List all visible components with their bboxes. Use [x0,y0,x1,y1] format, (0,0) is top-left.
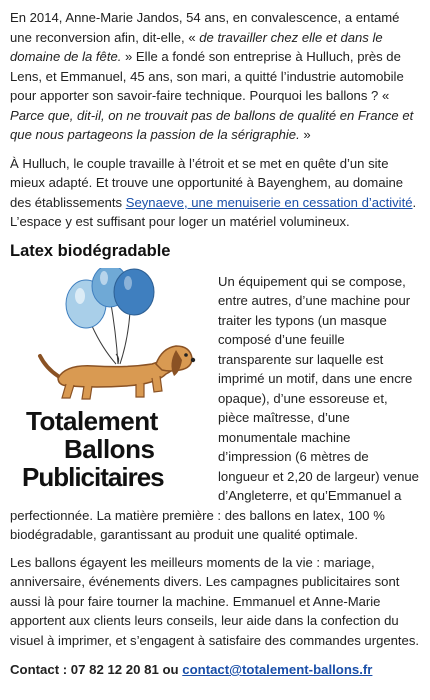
contact-label: Contact : 07 82 12 20 81 ou [10,662,183,677]
contact-line [10,660,420,680]
paragraph-intro [10,8,420,145]
section-heading: Latex biodégradable [10,241,171,260]
logo-line-1: Totalement [26,405,158,436]
text-run: En 2014, Anne-Marie Jandos, 54 ans, en convalescence, a entamé une reconversion afin, dit-elle, « [10,10,400,45]
quote-run: de travailler chez elle et dans le domaine de la fête. [10,29,383,64]
logo-line-3: Publicitaires [22,461,164,492]
text-run: . L’espace y est suffisant pour loger un matériel volumineux. [10,194,417,229]
logo-line-2: Ballons [64,433,155,464]
paragraph-equipment: Un équipement qui se compose, entre autres, d’une machine pour traiter les typons (un masque composé d’une feuille transparente sur laquelle est imprimé un motif, dans une encre opaque), d’une essoreuse et, pièce maîtresse, d’une monumentale machine d’impression (6 mètres de longueur et 2,20 de largeur) venue d’Angleterre, et qu’Emmanuel a perfectionnée. La matière première : des ballons en latex, 100 % biodégradable, garantissant au produit une qualité optimale. [10,273,419,542]
text-run: À Hulluch, le couple travaille à l’étroit et se met en quête d’un site mieux adapté. Et trouve une opportunité à Bayenghem, au domaine des établissements [10,155,404,210]
text-run: » Elle a fondé son entreprise à Hulluch, près de Lens, et Emmanuel, 45 ans, son mari, a quitté l’industrie automobile pour apporter son savoir-faire technique. Pourquoi les ballons ? « [10,49,404,103]
company-logo [6,268,208,494]
seynaeve-link[interactable]: Seynaeve, une menuiserie en cessation d’activité [125,194,413,210]
paragraph-balloons: Les ballons égayent les meilleurs moments de la vie : mariage, anniversaire, événements divers. Les campagnes publicitaires sont aussi là pour faire tourner la machine. Emmanuel et Anne-Marie apportent aux clients leurs conseils, leur aide dans la confection du visuel à imprimer, et s’engagent à satisfaire des commandes urgentes. [10,554,420,648]
contact-email-link[interactable]: contact@totalement-ballons.fr [182,662,373,677]
balloon-right [114,269,154,315]
quote-run: Parce que, dit-il, on ne trouvait pas de ballons de qualité en France et que nous partageons la passion de la sérigraphie. [10,107,414,142]
paragraph-site [10,154,420,232]
text-run: » [299,127,311,142]
logo-illustration [6,268,212,498]
